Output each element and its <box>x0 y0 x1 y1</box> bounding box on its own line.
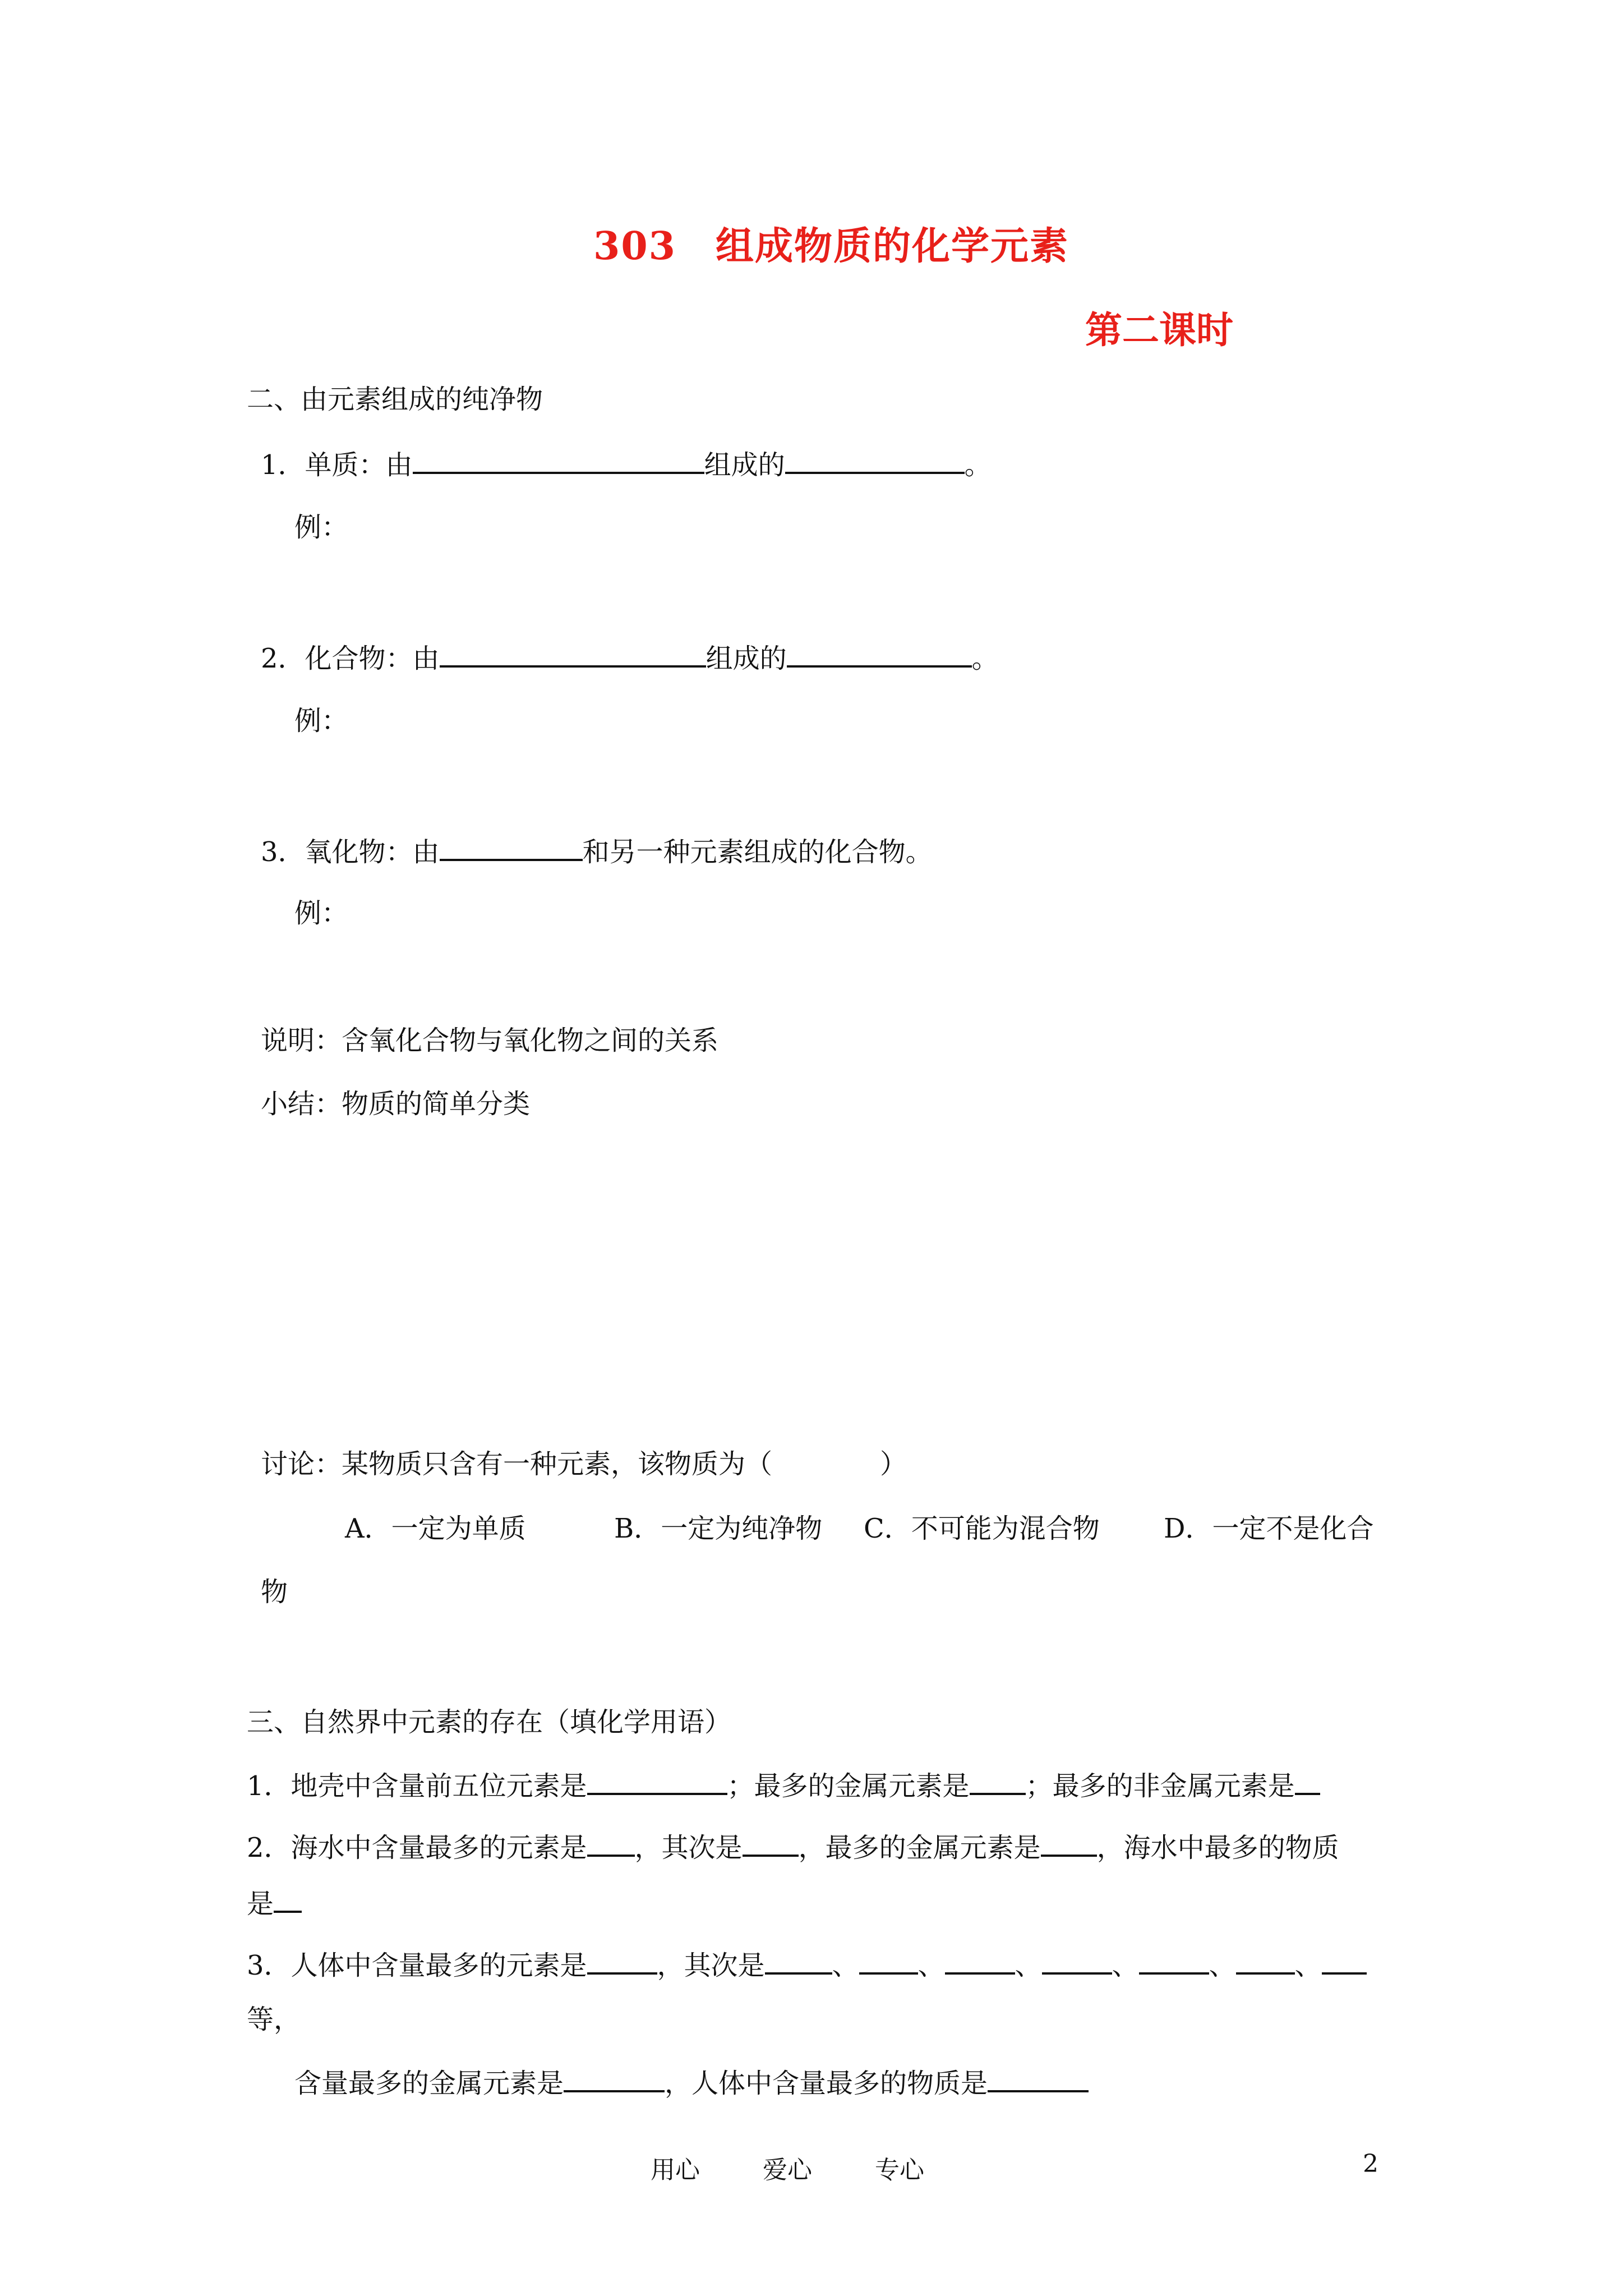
q2-text-a: 2．海水中含量最多的元素是 <box>247 1832 587 1864</box>
item3-tail: 和另一种元素组成的化合物。 <box>582 836 933 868</box>
item2-num: 2． <box>261 643 305 674</box>
section2-heading: 二、由元素组成的纯净物 <box>247 384 543 415</box>
item3-example: 例： <box>294 898 349 929</box>
q4-blank-2[interactable] <box>988 2064 1089 2092</box>
page-title: 303 组成物质的化学元素 <box>593 224 1069 269</box>
item1-example: 例： <box>294 512 349 543</box>
option-d-wrap: 物 <box>261 1576 288 1608</box>
option-c[interactable]: C．不可能为混合物 <box>864 1513 1100 1544</box>
q4-text-a: 含量最多的金属元素是 <box>294 2068 564 2099</box>
item1-blank-2[interactable] <box>785 446 965 474</box>
q2-blank-1[interactable] <box>587 1829 635 1857</box>
item1-blank-1[interactable] <box>413 446 704 474</box>
q3-sep: 、 <box>1209 1950 1236 1981</box>
q3-blank-3[interactable] <box>859 1947 918 1975</box>
q2-blank-4[interactable] <box>274 1885 302 1913</box>
q3-blank-4[interactable] <box>945 1947 1015 1975</box>
q3-sep: 、 <box>1015 1950 1042 1981</box>
item3-line <box>261 833 933 869</box>
q3-text-a: 3．人体中含量最多的元素是 <box>247 1950 587 1981</box>
q4-blank-1[interactable] <box>564 2064 665 2092</box>
item1-num: 1． <box>261 449 305 481</box>
q3-blank-8[interactable] <box>1322 1947 1367 1975</box>
q3-line <box>247 1947 1367 1982</box>
footer-item-2: 爱心 <box>763 2156 812 2184</box>
footer-item-3: 专心 <box>875 2156 924 2184</box>
item3-label: 氧化物：由 <box>305 836 440 868</box>
q4-line <box>294 2064 1089 2100</box>
item3-blank[interactable] <box>440 833 583 861</box>
item2-label: 化合物：由 <box>305 643 440 674</box>
q2-line <box>247 1829 1339 1865</box>
q3-blank-2[interactable] <box>765 1947 832 1975</box>
q1-text-a: 1．地壳中含量前五位元素是 <box>247 1770 587 1802</box>
discussion-question: 讨论：某物质只含有一种元素，该物质为（ ） <box>261 1448 907 1480</box>
q3-wrap: 等， <box>247 2004 301 2035</box>
item1-label: 单质：由 <box>305 449 413 481</box>
item1-mid: 组成的 <box>704 449 785 481</box>
item2-end: 。 <box>971 643 999 674</box>
item3-num: 3． <box>261 836 305 868</box>
q4-text-b: ，人体中含量最多的物质是 <box>665 2068 988 2099</box>
q2-text-c: ，最多的金属元素是 <box>798 1832 1041 1864</box>
item1-line <box>261 446 992 482</box>
q3-text-b: ，其次是 <box>657 1950 765 1981</box>
q3-blank-6[interactable] <box>1139 1947 1209 1975</box>
note-text: 说明：含氧化合物与氧化物之间的关系 <box>261 1025 719 1056</box>
q3-blank-7[interactable] <box>1236 1947 1295 1975</box>
option-b[interactable]: B．一定为纯净物 <box>614 1513 823 1544</box>
section3-heading: 三、自然界中元素的存在（填化学用语） <box>247 1706 732 1738</box>
q3-blank-1[interactable] <box>587 1947 657 1975</box>
q2-text-e: 是 <box>247 1888 274 1920</box>
q3-sep: 、 <box>1112 1950 1139 1981</box>
lesson-subtitle: 第二课时 <box>1085 308 1233 352</box>
q1-text-b: ；最多的金属元素是 <box>727 1770 970 1802</box>
q1-text-c: ；最多的非金属元素是 <box>1025 1770 1295 1802</box>
q1-line <box>247 1767 1320 1803</box>
item2-blank-1[interactable] <box>440 639 706 668</box>
page-number: 2 <box>1363 2150 1378 2178</box>
item2-example: 例： <box>294 705 349 737</box>
q2-wrap-line <box>247 1885 302 1921</box>
q2-blank-2[interactable] <box>743 1829 799 1857</box>
option-d[interactable]: D．一定不是化合 <box>1164 1513 1374 1544</box>
summary-text: 小结：物质的简单分类 <box>261 1088 531 1120</box>
footer-item-1: 用心 <box>651 2156 700 2184</box>
q1-blank-2[interactable] <box>970 1767 1026 1795</box>
item2-blank-2[interactable] <box>787 639 972 668</box>
q2-text-d: ，海水中最多的物质 <box>1096 1832 1339 1864</box>
q1-blank-3[interactable] <box>1295 1767 1320 1795</box>
q3-sep: 、 <box>1294 1950 1322 1981</box>
q3-sep: 、 <box>917 1950 945 1981</box>
option-a[interactable]: A．一定为单质 <box>345 1513 526 1544</box>
item1-end: 。 <box>964 449 992 481</box>
item2-mid: 组成的 <box>706 643 787 674</box>
q2-blank-3[interactable] <box>1041 1829 1097 1857</box>
q2-text-b: ，其次是 <box>634 1832 743 1864</box>
q1-blank-1[interactable] <box>587 1767 727 1795</box>
q3-blank-5[interactable] <box>1042 1947 1112 1975</box>
item2-line <box>261 639 999 675</box>
q3-sep: 、 <box>832 1950 859 1981</box>
